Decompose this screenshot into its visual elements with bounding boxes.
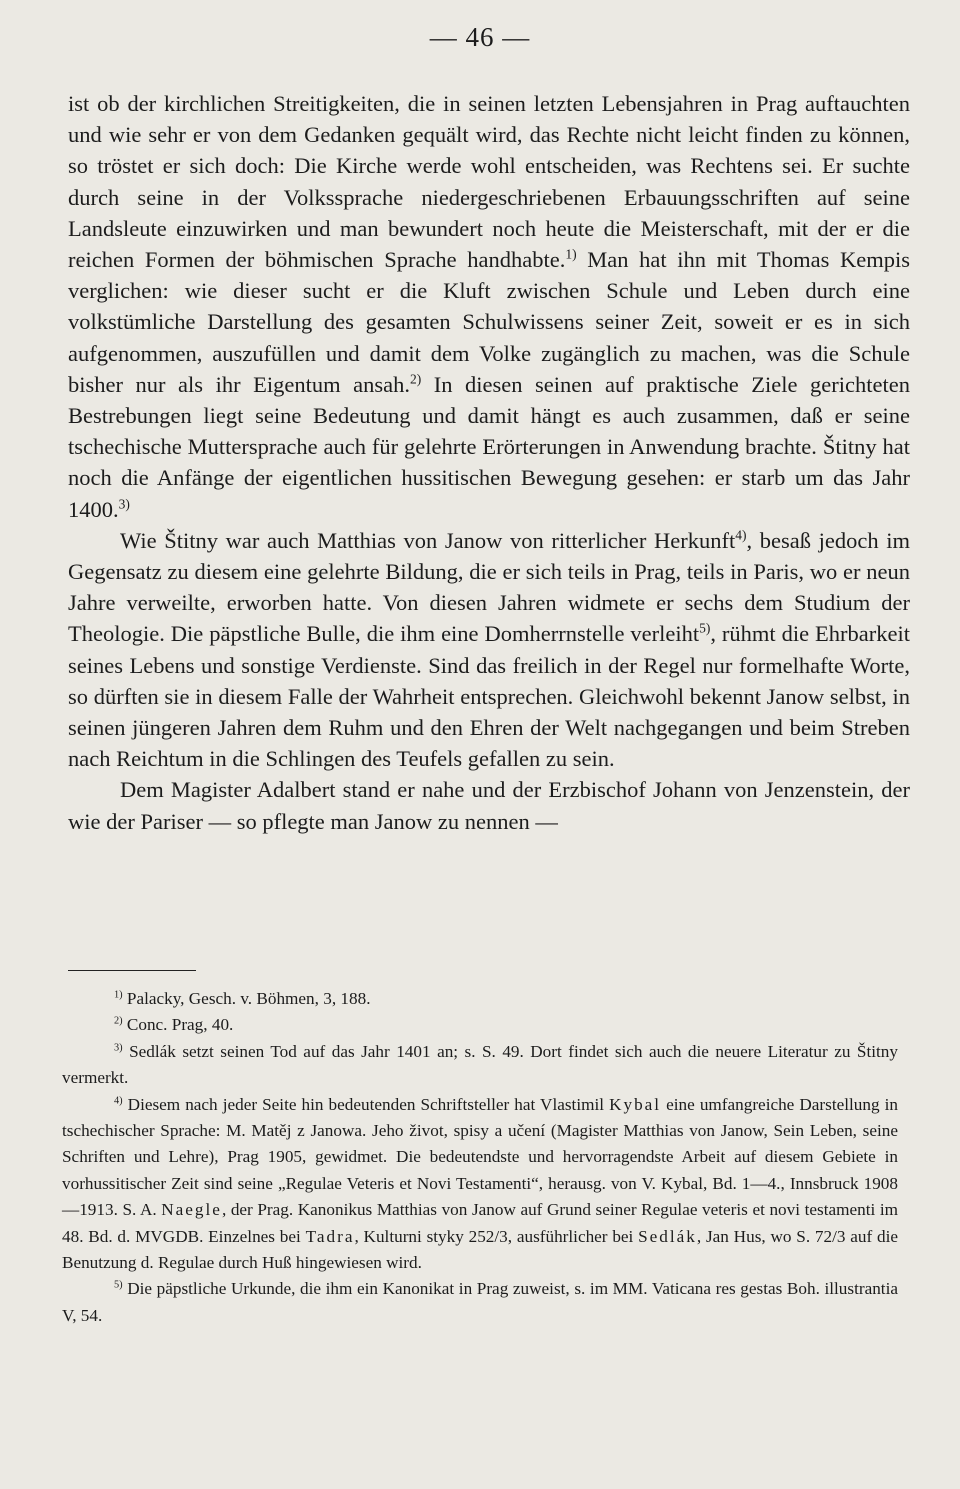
footnote-marker: 4): [735, 527, 747, 543]
text-run: Diesem nach jeder Seite hin bedeutenden Schriftsteller hat Vlastimil: [122, 1094, 610, 1114]
page-number: — 46 —: [429, 22, 531, 52]
footnote-marker: 2): [409, 371, 422, 387]
footnote: [62, 1092, 898, 1277]
footnote-marker: 5): [699, 620, 711, 636]
body-paragraph: [68, 525, 910, 775]
text-run: Sedlák setzt seinen Tod auf das Jahr 1401 an; s. S. 49. Dort findet sich auch die neuere Literatur zu Štitny vermerkt.: [62, 1041, 898, 1088]
author-name: Tadra: [305, 1226, 355, 1246]
text-run: , der Prag. Kanonikus Matthias von Janow auf Grund seiner Regulae veteris et novi testamenti im 48. Bd. d. MVGDB. Einzelnes bei: [62, 1200, 898, 1246]
text-run: ist ob der kirchlichen Streitigkeiten, die in seinen letzten Lebensjahren in Prag auftauchten und wie sehr er von dem Gedanken gequält wird, das Rechte nicht leicht finden zu können, so tröstet er sich doch: Die Kirche werde wohl entscheiden, was Rechtens sei. Er suchte durch seine in der Volkssprache niedergeschriebenen Erbauungsschriften auf seine Landsleute einzuwirken und man bewundert noch heute die Meisterschaft, mit der er die reichen Formen der böhmischen Sprache handhabte.: [68, 91, 910, 273]
text-run: , besaß jedoch im Gegensatz zu diesem eine gelehrte Bildung, die er sich teils in Prag, teils in Paris, wo er neun Jahre verweilte, erworben hatte. Von diesen Jahren widmete er sechs dem Studium der Theologie. Die päpstliche Bulle, die ihm eine Domherrnstelle verleiht: [68, 527, 910, 647]
footnote: [62, 1039, 898, 1092]
text-run: Palacky, Gesch. v. Böhmen, 3, 188.: [122, 989, 371, 1008]
text-run: , Kulturni styky 252/3, ausführlicher bei: [354, 1226, 639, 1246]
footnote-separator: [68, 970, 196, 971]
text-run: In diesen seinen auf praktische Ziele gerichteten Bestrebungen liegt seine Bedeutung und damit hängt es auch zusammen, daß er seine tschechische Muttersprache auch für gelehrte Erörterungen in Anwendung brachte. Štitny hat noch die Anfänge der eigentlichen hussitischen Bewegung gesehen: er starb um das Jahr 1400.: [68, 371, 910, 522]
text-run: Wie Štitny war auch Matthias von Janow von ritterlicher Herkunft: [120, 527, 736, 553]
footnote: [62, 1276, 898, 1329]
footnote-marker: 5): [114, 1279, 123, 1291]
footnote-marker: 1): [114, 989, 123, 1001]
footnotes: [62, 986, 898, 1329]
footnote-marker: 2): [114, 1015, 123, 1027]
text-run: eine umfangreiche Darstellung in tschechischer Sprache: M. Matěj z Janowa. Jeho život, spisy a učení (Magister Matthias von Janow, Sein Leben, seine Schriften und Lehre), Prag 1905, gewidmet. Die bedeutendste und hervorragendste Arbeit auf diesem Gebiete in vorhussitischer Zeit sind seine „Regulae Veteris et Novi Testamenti“, herausg. von V. Kybal, Bd. 1—4., Innsbruck 1908—1913. S. A.: [62, 1094, 898, 1220]
text-run: , rühmt die Ehrbarkeit seines Lebens und sonstige Verdienste. Sind das freilich in der Regel nur formelhafte Worte, so dürften sie in diesem Falle der Wahrheit entsprechen. Gleichwohl bekennt Janow selbst, in seinen jüngeren Jahren dem Ruhm und den Ehren der Welt nachgegangen und beim Streben nach Reichtum in die Schlingen des Teufels gefallen zu sein.: [68, 621, 910, 772]
text-run: Man hat ihn mit Thomas Kempis verglichen: wie dieser sucht er die Kluft zwischen Schule und Leben durch eine volkstümliche Darstellung des gesamten Schulwissens seiner Zeit, soweit er es in sich aufgenommen, auszufüllen und damit dem Volke zugänglich zu machen, was die Schule bisher nur als ihr Eigentum ansah.: [68, 247, 911, 397]
author-name: Naegle: [161, 1200, 222, 1220]
body-paragraph: [68, 88, 910, 525]
footnote: [62, 986, 898, 1012]
author-name: Sedlák: [638, 1226, 697, 1246]
text-run: Conc. Prag, 40.: [122, 1015, 234, 1035]
footnote: [62, 1012, 898, 1038]
text-run: Die päpstliche Urkunde, die ihm ein Kanonikat in Prag zuweist, s. im MM. Vaticana res gestas Boh. illustrantia V, 54.: [62, 1279, 898, 1325]
footnote-marker: 1): [565, 246, 577, 262]
body-paragraph: [68, 774, 910, 836]
text-run: , Jan Hus, wo S. 72/3 auf die Benutzung d. Regulae durch Huß hingewiesen wird.: [62, 1226, 898, 1273]
footnote-marker: 3): [114, 1042, 123, 1054]
footnote-marker: 4): [114, 1094, 123, 1106]
footnote-marker: 3): [118, 496, 130, 512]
body-text: [68, 88, 910, 837]
text-run: Dem Magister Adalbert stand er nahe und der Erzbischof Johann von Jenzenstein, der wie der Pariser — so pflegte man Janow zu nennen —: [68, 777, 910, 834]
author-name: Kybal: [609, 1094, 662, 1114]
